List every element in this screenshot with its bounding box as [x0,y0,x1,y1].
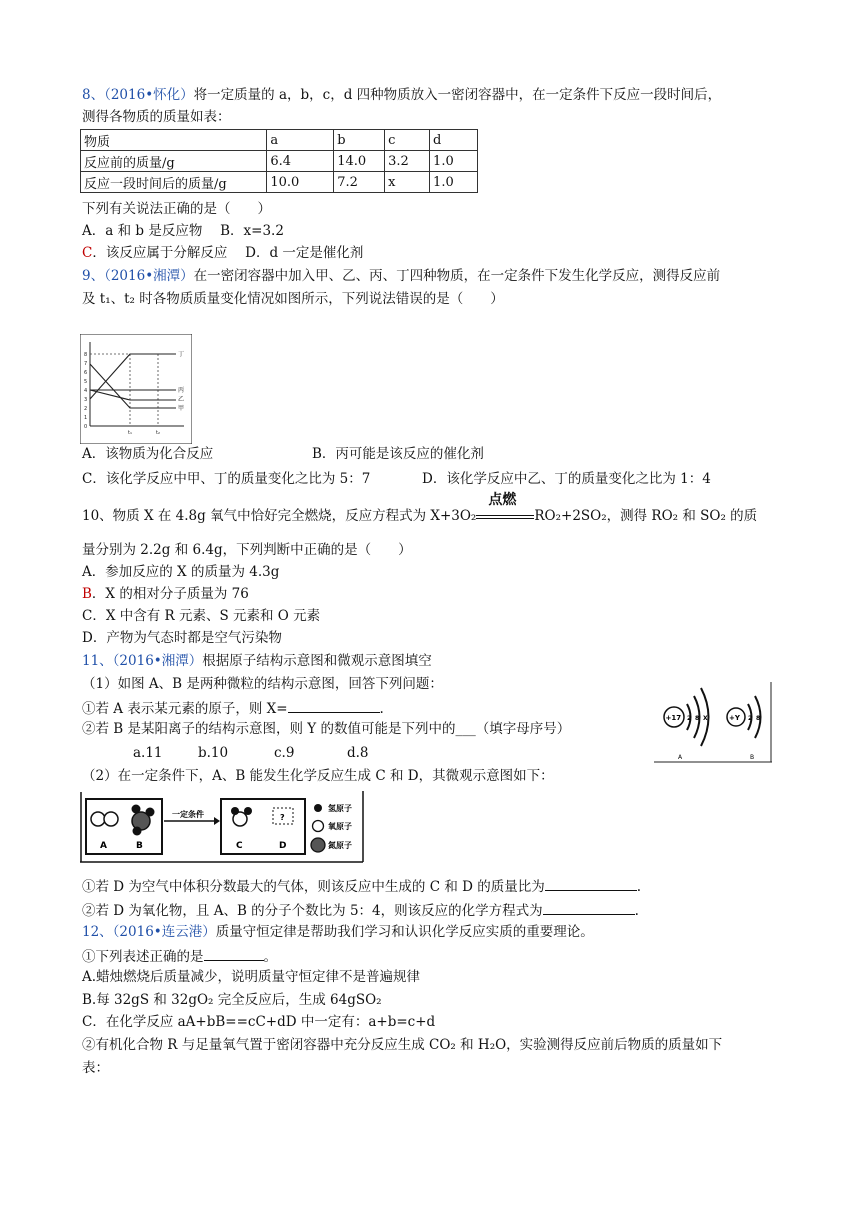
q12-source: 12、（2016•连云港） [82,924,216,940]
table-cell: 1.0 [430,151,478,172]
series-label: 丁 [178,351,185,358]
label-d: D [279,841,287,851]
reaction-arrow [476,492,534,525]
legend-oxygen-icon [313,821,324,832]
oxygen-atom [91,812,105,826]
table-cell: 10.0 [267,172,334,193]
q8-option-text: ．该反应属于分解反应 D．d 一定是催化剂 [92,245,364,261]
period: . [379,701,384,717]
shell-b2-count: 8 [756,715,761,722]
q11-line1 [82,652,432,670]
label-c: C [236,841,243,851]
q12-part2: ②有机化合物 R 与足量氧气置于密闭容器中充分反应生成 CO₂ 和 H₂O，实验测得反应前后物质的质量如下 [82,1037,723,1053]
table-cell: 7.2 [334,172,385,193]
q12-line1 [82,923,594,941]
oxygen-atom [104,812,118,826]
atom-structure-diagram [654,682,774,764]
hydrogen-atom [133,827,142,836]
q12-part1-text: ①下列表述正确的是 [82,949,204,965]
q10-option-d: D．产物为气态时都是空气污染物 [82,630,282,646]
y-tick: 3 [84,397,88,403]
answer-blank[interactable] [204,946,264,961]
hydrogen-atom [244,807,252,815]
table-cell: d [430,130,478,151]
q11-choice: a.11 [133,745,163,761]
q9-mass-graph [80,334,192,444]
q9-line1 [82,267,720,285]
q10-line2: 量分别为 2.2g 和 6.4g，下列判断中正确的是（ ） [82,542,412,558]
table-cell: 1.0 [430,172,478,193]
q8-answer-letter: C [82,245,93,261]
legend-nitrogen-icon [311,838,325,852]
q11-choice: b.10 [198,745,229,761]
q12-part2-cont: 表： [82,1060,109,1076]
q10-stem-a: 10、物质 X 在 4.8g 氧气中恰好完全燃烧，反应方程式为 X+3O₂ [82,508,477,524]
table-row [81,151,478,172]
table-row [81,172,478,193]
q12-option-a: A.蜡烛燃烧后质量减少，说明质量守恒定律不是普遍规律 [82,969,421,985]
q9-option-b: B．丙可能是该反应的催化剂 [312,446,484,462]
nucleus-a-charge: +17 [665,714,682,722]
q8-line2: 测得各物质的质量如表： [82,109,231,125]
atom-a-label: A [678,754,683,761]
shell-a1-count: 2 [687,715,692,722]
table-cell: 14.0 [334,151,385,172]
graph-frame [80,334,192,444]
series-label: 丙 [178,387,185,394]
q8-mass-table [80,129,478,193]
q11-part1a [82,698,384,718]
q9-source: 9、（2016•湘潭） [82,268,194,284]
atom-b [727,696,761,761]
q11-part1: （1）如图 A、B 是两种微粒的结构示意图，回答下列问题： [82,676,443,692]
q11-source: 11、（2016•湘潭） [82,653,203,669]
q11-part2: （2）在一定条件下，A、B 能发生化学反应生成 C 和 D，其微观示意图如下： [82,768,554,784]
y-tick: 4 [84,388,88,394]
period: . [636,879,642,895]
table-cell: x [385,172,430,193]
q11-choice: c.9 [274,745,295,761]
series-label: 乙 [178,396,185,403]
q11-part2a-text: ①若 D 为空气中体积分数最大的气体，则该反应中生成的 C 和 D 的质量比为 [82,879,545,895]
q10-option-a: A．参加反应的 X 的质量为 4.3g [82,564,280,580]
arrow-label: 一定条件 [172,810,204,819]
table-cell: 3.2 [385,151,430,172]
period: 。 [263,949,277,965]
q11-part2b [82,900,639,920]
q11-part2a [82,876,641,896]
reaction-condition: 点燃 [488,492,517,508]
y-tick: 8 [84,352,88,358]
q11-choice: d.8 [347,745,369,761]
table-cell: 物质 [81,130,267,151]
table-cell: 6.4 [267,151,334,172]
q12-part1 [82,946,277,966]
q8-options-cd [82,244,363,262]
q9-option-a: A．该物质为化合反应 [82,446,214,462]
q9-option-c: C．该化学反应中甲、丁的质量变化之比为 5：7 [82,471,371,487]
table-row [81,130,478,151]
q8-stem: 将一定质量的 a，b，c，d 四种物质放入一密闭容器中，在一定条件下反应一段时间后， [193,87,722,103]
q10-option-c: C．X 中含有 R 元素、S 元素和 O 元素 [82,608,321,624]
unknown-mark: ? [280,813,285,822]
q10-answer-letter: B [82,586,92,602]
x-tick-t1: t₁ [128,430,132,436]
answer-blank[interactable] [545,876,637,891]
shell-a2-count: 8 [695,715,700,722]
table-cell: a [267,130,334,151]
q8-source: 8、（2016•怀化） [82,87,194,103]
q10-stem-b: RO₂+2SO₂，测得 RO₂ 和 SO₂ 的质 [534,508,758,524]
q8-line1 [82,86,721,104]
y-tick: 0 [84,424,88,430]
hydrogen-atom [231,807,239,815]
y-tick: 5 [84,379,88,385]
legend-label: 氮原子 [328,841,352,850]
q11-stem: 根据原子结构示意图和微观示意图填空 [202,653,432,669]
q10-option-b [82,585,249,603]
table-cell: 反应一段时间后的质量/g [81,172,267,193]
q9-stem: 在一密闭容器中加入甲、乙、丙、丁四种物质，在一定条件下发生化学反应，测得反应前 [193,268,721,284]
hydrogen-atom [146,808,155,817]
q10-option-text: ．X 的相对分子质量为 76 [91,586,249,602]
q10-line1 [82,492,758,525]
arrow-head-icon [214,817,220,825]
table-cell: c [385,130,430,151]
q8-prompt: 下列有关说法正确的是（ ） [82,201,271,217]
x-tick-t2: t₂ [156,430,160,436]
y-tick: 2 [84,406,88,412]
legend-label: 氢原子 [328,804,352,813]
series-label: 甲 [178,405,185,412]
q12-option-b: B.每 32gS 和 32gO₂ 完全反应后，生成 64gSO₂ [82,992,382,1008]
atom-b-label: B [750,754,755,761]
q11-part1b: ②若 B 是某阳离子的结构示意图，则 Y 的数值可能是下列中的___（填字母序号） [82,721,571,737]
q9-line2: 及 t₁、t₂ 时各物质质量变化情况如图所示，下列说法错误的是（ ） [82,291,504,307]
y-tick: 1 [84,415,88,421]
shell-a3-count: X [703,715,708,722]
atom-a [664,688,709,761]
q11-part2b-text: ②若 D 为氧化物，且 A、B 的分子个数比为 5：4，则该反应的化学方程式为 [82,903,543,919]
q11-part1a-text: ①若 A 表示某元素的原子，则 X= [82,701,288,717]
y-tick: 6 [84,370,88,376]
legend-label: 氧原子 [328,822,352,831]
q12-option-c: C．在化学反应 aA+bB==cC+dD 中一定有：a+b=c+d [82,1014,436,1030]
nucleus-b-charge: +Y [729,714,740,722]
period: . [634,903,639,919]
q8-options-ab: A．a 和 b 是反应物 B．x=3.2 [82,223,284,239]
product-box [221,799,305,854]
label-a: A [100,841,107,851]
micro-reaction-diagram [80,791,364,863]
table-cell: b [334,130,385,151]
shell-b1-count: 2 [748,715,753,722]
table-cell: 反应前的质量/g [81,151,267,172]
legend-hydrogen-icon [314,804,322,812]
label-b: B [136,841,143,851]
q9-option-d: D．该化学反应中乙、丁的质量变化之比为 1：4 [422,471,711,487]
y-tick: 7 [84,361,88,367]
hydrogen-atom [132,805,141,814]
q12-stem: 质量守恒定律是帮助我们学习和认识化学反应实质的重要理论。 [215,924,594,940]
answer-blank[interactable] [543,900,635,915]
answer-blank[interactable] [288,698,380,713]
